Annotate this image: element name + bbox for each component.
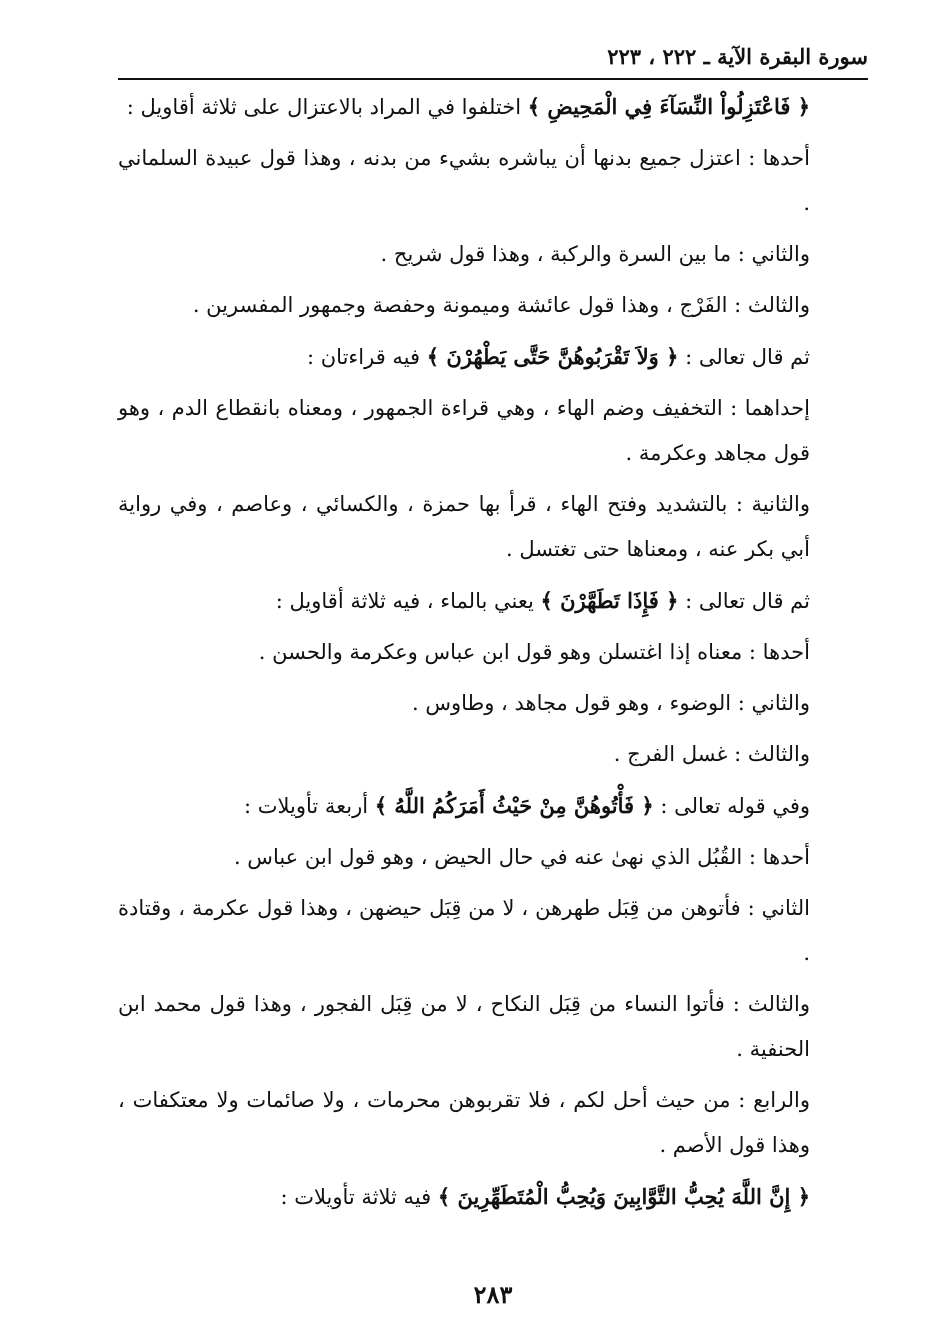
paragraph-text: يعني بالماء ، فيه ثلاثة أقاويل :: [275, 589, 541, 613]
running-title: سورة البقرة الآية ـ ٢٢٢ ، ٢٢٣: [607, 44, 868, 69]
paragraph-text: والثالث : غسل الفرج .: [613, 742, 810, 766]
paragraph-text: والثاني : ما بين السرة والركبة ، وهذا قول شريح .: [380, 242, 810, 266]
paragraph: [118, 232, 868, 277]
paragraph-prefix: ثم قال تعالى :: [678, 345, 810, 369]
paragraph-text: إحداهما : التخفيف وضم الهاء ، وهي قراءة الجمهور ، ومعناه بانقطاع الدم ، وهو قول مجاهد وعكرمة .: [118, 396, 810, 465]
paragraph: [118, 1078, 868, 1168]
paragraph-prefix: وفي قوله تعالى :: [653, 794, 810, 818]
page-body: [118, 84, 868, 1220]
quran-verse: ﴿ فَإِذَا تَطَهَّرْنَ ﴾: [540, 588, 679, 613]
paragraph-text: والرابع : من حيث أحل لكم ، فلا تقربوهن محرمات ، ولا صائمات ولا معتكفات ، وهذا قول الأصم .: [118, 1088, 810, 1157]
book-page: [118, 36, 868, 1309]
paragraph: [118, 136, 868, 226]
paragraph-text: الثاني : فأتوهن من قِبَل طهرهن ، لا من قِبَل حيضهن ، وهذا قول عكرمة ، وقتادة .: [118, 896, 810, 965]
paragraph: [118, 578, 868, 624]
paragraph-text: اختلفوا في المراد بالاعتزال على ثلاثة أقاويل :: [126, 95, 528, 119]
page-number: ٢٨٣: [473, 1280, 513, 1309]
paragraph: [118, 1174, 868, 1220]
paragraph: [118, 334, 868, 380]
paragraph-text: والثانية : بالتشديد وفتح الهاء ، قرأ بها حمزة ، والكسائي ، وعاصم ، وفي رواية أبي بكر عنه ، ومعناها حتى تغتسل .: [118, 492, 810, 561]
paragraph-text: والثاني : الوضوء ، وهو قول مجاهد ، وطاوس .: [411, 691, 810, 715]
paragraph: [118, 681, 868, 726]
paragraph: [118, 283, 868, 328]
paragraph: [118, 982, 868, 1072]
paragraph-text: والثالث : فأتوا النساء من قِبَل النكاح ، لا من قِبَل الفجور ، وهذا قول محمد ابن الحنفية .: [118, 992, 810, 1061]
paragraph: [118, 886, 868, 976]
running-header: [118, 36, 868, 80]
quran-verse: ﴿ فَاعْتَزِلُواْ النِّسَآءَ فِي الْمَحِيضِ ﴾: [527, 94, 810, 119]
paragraph: [118, 835, 868, 880]
paragraph: [118, 732, 868, 777]
quran-verse: ﴿ وَلاَ تَقْرَبُوهُنَّ حَتَّى يَطْهُرْنَ ﴾: [426, 344, 679, 369]
paragraph-text: أحدها : معناه إذا اغتسلن وهو قول ابن عباس وعكرمة والحسن .: [258, 640, 810, 664]
paragraph: [118, 84, 868, 130]
paragraph-prefix: ثم قال تعالى :: [678, 589, 810, 613]
paragraph: [118, 630, 868, 675]
paragraph-text: فيه قراءتان :: [307, 345, 427, 369]
paragraph: [118, 386, 868, 476]
paragraph: [118, 783, 868, 829]
paragraph-text: أربعة تأويلات :: [243, 794, 375, 818]
paragraph-text: والثالث : الفَرْج ، وهذا قول عائشة وميمونة وحفصة وجمهور المفسرين .: [192, 293, 810, 317]
paragraph-text: فيه ثلاثة تأويلات :: [280, 1185, 438, 1209]
quran-verse: ﴿ فَأْتُوهُنَّ مِنْ حَيْثُ أَمَرَكُمُ اللَّهُ ﴾: [374, 793, 654, 818]
paragraph: [118, 482, 868, 572]
paragraph-text: أحدها : القُبُل الذي نهىٰ عنه في حال الحيض ، وهو قول ابن عباس .: [233, 845, 810, 869]
quran-verse: ﴿ إِنَّ اللَّهَ يُحِبُّ التَّوَّابِينَ وَيُحِبُّ الْمُتَطَهِّرِينَ ﴾: [437, 1184, 810, 1209]
paragraph-text: أحدها : اعتزل جميع بدنها أن يباشره بشيء من بدنه ، وهذا قول عبيدة السلماني .: [118, 146, 810, 215]
